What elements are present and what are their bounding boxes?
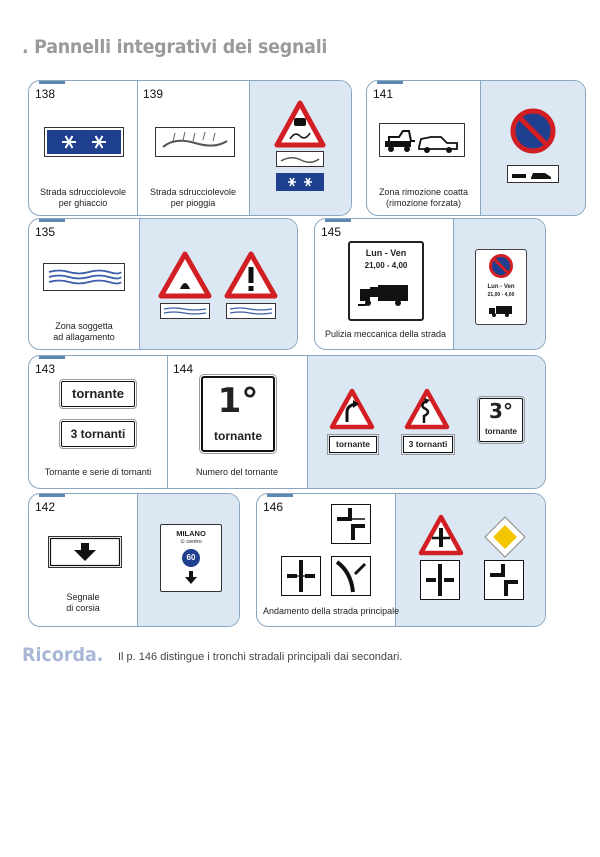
panel-number: 144 <box>173 362 194 376</box>
caption-line: (rimozione forzata) <box>385 198 462 208</box>
ice-mini-panel <box>276 173 324 191</box>
caption-line: ad allagamento <box>53 332 115 342</box>
caption-line: Strada sdrucciolevole <box>149 187 237 197</box>
panel-138-139 <box>28 80 352 216</box>
panel-number: 146 <box>263 500 284 514</box>
tornante-number-mini-sign <box>479 398 523 442</box>
sign-hours: 21,00 - 4,00 <box>487 292 515 298</box>
tornante-panel-sign: tornante <box>61 381 135 407</box>
panel-number: 139 <box>143 87 164 101</box>
double-curve-warning-sign <box>404 388 450 430</box>
caption-line: Tornante e serie di tornanti <box>44 467 152 477</box>
tornante-number-panel-sign <box>201 376 275 452</box>
tow-away-mini-panel <box>507 165 559 183</box>
curve-right-warning-sign <box>329 388 375 430</box>
sign-centro: centro <box>186 539 202 545</box>
sign-number: 1° <box>217 381 259 421</box>
sign-city: MILANO <box>176 529 206 538</box>
caption-line: Zona soggetta <box>55 321 113 331</box>
uneven-road-warning-sign <box>158 251 212 299</box>
arrow-down-icon <box>185 571 197 585</box>
sign-word: tornante <box>485 427 517 436</box>
no-parking-combo-sign <box>475 249 527 325</box>
panel-146 <box>256 493 546 627</box>
rain-panel-sign <box>155 127 235 157</box>
caption-line: per pioggia <box>170 198 216 208</box>
caption-line: Segnale <box>66 592 100 602</box>
panel-141 <box>366 80 586 216</box>
main-road-curve-panel-sign <box>331 556 371 596</box>
lane-direction-sign <box>160 524 222 592</box>
caption-line: Andamento della strada principale <box>263 606 400 616</box>
caption-line: Zona rimozione coatta <box>378 187 469 197</box>
panel-number: 138 <box>35 87 56 101</box>
rain-mini-panel <box>276 151 324 167</box>
sign-word: tornante <box>214 429 262 443</box>
flood-mini-panel <box>226 303 276 319</box>
flood-panel-sign <box>43 263 125 291</box>
danger-warning-sign <box>224 251 278 299</box>
crossroads-warning-sign <box>418 514 464 556</box>
panel-number: 135 <box>35 225 56 239</box>
tow-away-panel-sign <box>379 123 465 157</box>
ricorda-label: Ricorda. <box>22 644 104 666</box>
sweeper-truck-icon <box>358 281 414 309</box>
ice-panel-sign <box>44 127 124 157</box>
caption-line: per ghiaccio <box>58 198 108 208</box>
priority-road-sign <box>484 516 526 558</box>
main-road-cross-panel-sign <box>281 556 321 596</box>
tre-tornanti-panel-sign: 3 tornanti <box>61 421 135 447</box>
page-title: . Pannelli integrativi dei segnali <box>22 36 328 58</box>
panel-135 <box>28 218 298 350</box>
caption-line: di corsia <box>66 603 100 613</box>
panel-143-144 <box>28 355 546 489</box>
speed-limit-disc: 60 <box>182 549 200 567</box>
street-cleaning-panel-sign <box>348 241 424 321</box>
sweeper-truck-icon <box>488 304 514 318</box>
panel-142 <box>28 493 240 627</box>
no-parking-sign <box>489 254 513 278</box>
main-road-right-mini-sign <box>484 560 524 600</box>
panel-145 <box>314 218 546 350</box>
lane-arrow-panel-sign <box>48 536 122 568</box>
sign-days: Lun - Ven <box>365 248 407 258</box>
caption-line: Strada sdrucciolevole <box>39 187 127 197</box>
flood-mini-panel <box>160 303 210 319</box>
bullseye-icon: ⊙ <box>180 539 187 545</box>
sign-number: 3° <box>489 399 513 423</box>
tre-tornanti-mini-panel: 3 tornanti <box>403 436 453 453</box>
panel-number: 142 <box>35 500 56 514</box>
main-road-cross-mini-sign <box>420 560 460 600</box>
sign-days: Lun - Ven <box>487 284 515 290</box>
no-parking-sign <box>511 109 555 153</box>
panel-number: 145 <box>321 225 342 239</box>
panel-number: 143 <box>35 362 56 376</box>
slippery-road-warning-sign <box>275 101 325 147</box>
caption-line: Numero del tornante <box>195 467 279 477</box>
ricorda-note: Il p. 146 distingue i tronchi stradali principali dai secondari. <box>118 651 403 663</box>
sign-hours: 21,00 - 4,00 <box>364 261 408 270</box>
tornante-mini-panel: tornante <box>329 436 377 453</box>
main-road-right-panel-sign <box>331 504 371 544</box>
panel-number: 141 <box>373 87 394 101</box>
caption-line: Pulizia meccanica della strada <box>325 329 447 339</box>
